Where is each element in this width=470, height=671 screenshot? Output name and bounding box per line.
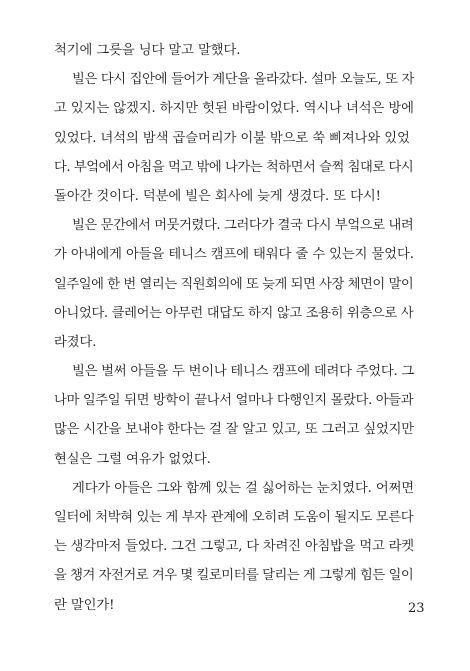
text-line: 나마 일주일 뒤면 방학이 끝나서 얼마나 다행인지 몰랐다. 아들과: [54, 393, 414, 409]
text-line: 고 있지는 않겠지. 하지만 헛된 바람이었다. 역시나 녀석은 방에: [54, 101, 414, 117]
page-number: 23: [408, 601, 425, 616]
text-line: 빌은 문간에서 머뭇거렸다. 그러다가 결국 다시 부엌으로 내려: [72, 218, 414, 234]
text-line: 란 말인가!: [54, 597, 115, 613]
text-line: 다. 부엌에서 아침을 먹고 밖에 나가는 척하면서 슬쩍 침대로 다시: [54, 159, 414, 175]
text-line: 있었다. 녀석의 밤색 곱슬머리가 이불 밖으로 쑥 삐져나와 있었: [54, 130, 410, 146]
text-line: 라졌다.: [54, 334, 97, 350]
text-line: 많은 시간을 보내야 한다는 걸 잘 알고 있고, 또 그러고 싶었지만: [54, 422, 414, 438]
text-line: 일터에 처박혀 있는 게 부자 관계에 오히려 도움이 될지도 모른다: [54, 510, 414, 525]
body-text: [54, 36, 414, 620]
text-line: 는 생각마저 들었다. 그건 그렇고, 다 차려진 아침밥을 먹고 라켓: [54, 539, 414, 555]
text-line: 일주일에 한 번 열리는 직원회의에 또 늦게 되면 사장 체면이 말이: [54, 276, 414, 292]
text-line: 척기에 그릇을 닝다 말고 말했다.: [54, 43, 241, 58]
text-line: 빌은 벌써 아들을 두 번이나 테니스 캠프에 데려다 주었다. 그: [72, 364, 414, 380]
text-line: 돌아간 것이다. 덕분에 빌은 회사에 늦게 생겼다. 또 다시!: [54, 188, 381, 204]
text-line: 을 챙겨 자전거로 겨우 몇 킬로미터를 달리는 게 그렇게 힘든 일이: [54, 568, 414, 584]
text-line: 아니었다. 클레어는 아무런 대답도 하지 않고 조용히 위층으로 사: [54, 305, 414, 321]
text-line: 빌은 다시 집안에 들어가 계단을 올라갔다. 설마 오늘도, 또 자: [72, 72, 415, 88]
text-line: 가 아내에게 아들을 테니스 캠프에 태워다 줄 수 있는지 물었다.: [54, 247, 414, 263]
text-line: 게다가 아들은 그와 함께 있는 걸 싫어하는 눈치였다. 어쩌면: [72, 480, 414, 496]
text-line: 현실은 그럴 여유가 없었다.: [54, 451, 211, 467]
